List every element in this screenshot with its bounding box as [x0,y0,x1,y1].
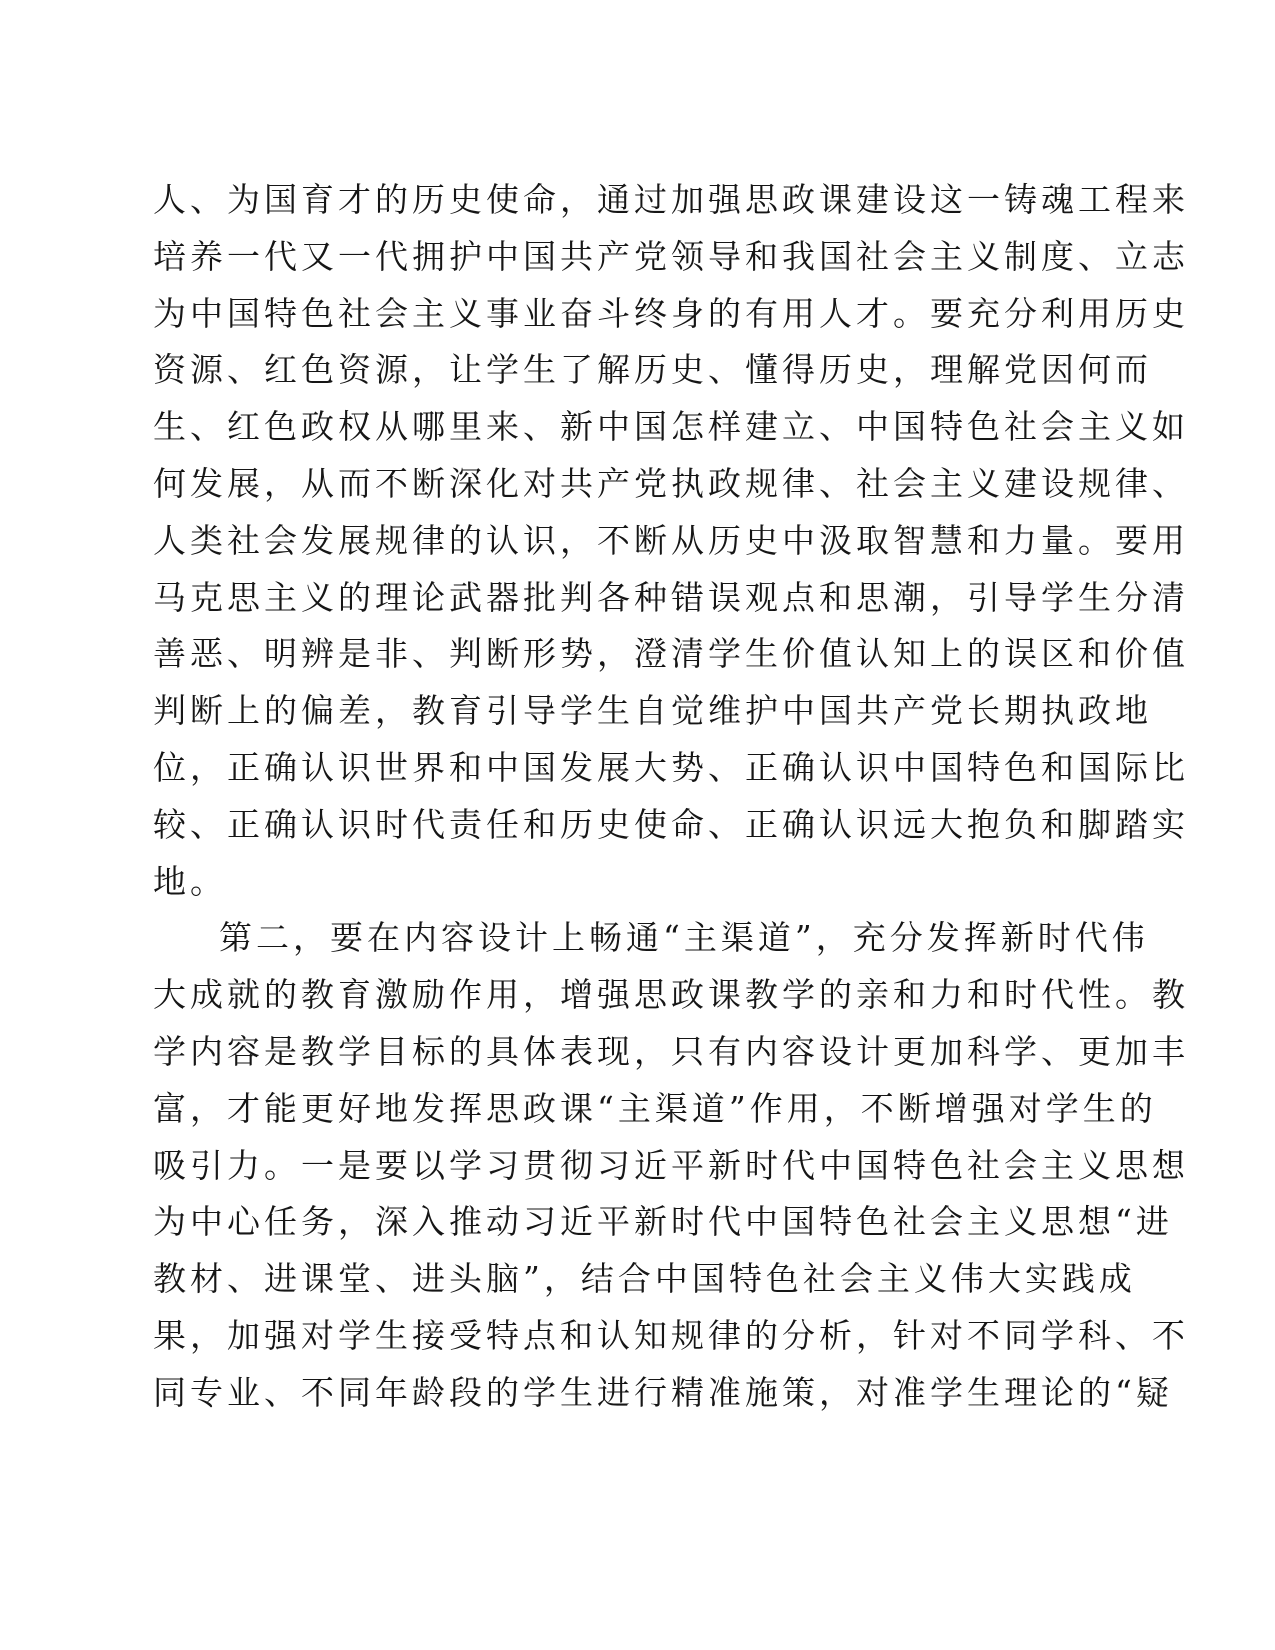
text-line: 学内容是教学目标的具体表现，只有内容设计更加科学、更加丰 [153,1031,1189,1071]
text-line: 教材、进课堂、进头脑”，结合中国特色社会主义伟大实践成 [153,1259,1136,1299]
text-line: 人、为国育才的历史使命，通过加强思政课建设这一铸魂工程来 [153,180,1189,219]
text-line: 富，才能更好地发挥思政课“主渠道”作用，不断增强对学生的 [153,1088,1157,1128]
text-line: 地。 [153,861,227,901]
text-line: 吸引力。一是要以学习贯彻习近平新时代中国特色社会主义思想 [153,1145,1189,1185]
text-line: 生、红色政权从哪里来、新中国怎样建立、中国特色社会主义如 [153,407,1189,447]
text-line: 判断上的偏差，教育引导学生自觉维护中国共产党长期执政地 [153,691,1152,731]
text-line: 培养一代又一代拥护中国共产党领导和我国社会主义制度、立志 [153,236,1189,276]
text-line: 大成就的教育激励作用，增强思政课教学的亲和力和时代性。教 [153,975,1189,1015]
text-line: 较、正确认识时代责任和历史使命、正确认识远大抱负和脚踏实 [153,804,1189,844]
paragraph-first-line: 第二，要在内容设计上畅通“主渠道”，充分发挥新时代伟 [219,918,1149,958]
text-line: 位，正确认识世界和中国发展大势、正确认识中国特色和国际比 [153,747,1189,787]
text-line: 资源、红色资源，让学生了解历史、懂得历史，理解党因何而 [153,350,1152,390]
text-line: 善恶、明辨是非、判断形势，澄清学生价值认知上的误区和价值 [153,634,1189,674]
text-line: 同专业、不同年龄段的学生进行精准施策，对准学生理论的“疑 [153,1372,1173,1412]
text-line: 为中心任务，深入推动习近平新时代中国特色社会主义思想“进 [153,1202,1173,1242]
text-line: 马克思主义的理论武器批判各种错误观点和思潮，引导学生分清 [153,577,1189,617]
text-line: 果，加强对学生接受特点和认知规律的分析，针对不同学科、不 [153,1315,1189,1355]
body-text [153,172,1189,1422]
text-line: 何发展，从而不断深化对共产党执政规律、社会主义建设规律、 [153,463,1189,503]
text-line: 为中国特色社会主义事业奋斗终身的有用人才。要充分利用历史 [153,293,1189,333]
text-line: 人类社会发展规律的认识，不断从历史中汲取智慧和力量。要用 [153,520,1189,560]
